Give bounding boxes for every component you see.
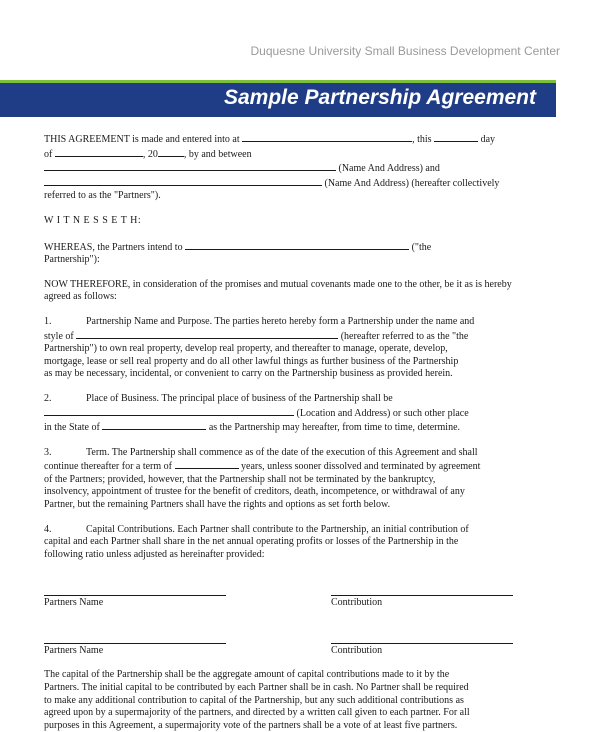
document-title: Sample Partnership Agreement xyxy=(224,86,536,109)
year-blank xyxy=(158,147,184,157)
section-3-line-3: of the Partners; provided, however, that the Partnership shall not be terminated by the bankruptcy, xyxy=(44,473,436,485)
section-1-line-2: style of (hereafter referred to as the "the xyxy=(44,330,469,342)
contribution-row-1 xyxy=(44,595,534,609)
section-3-line-1: 3. Term. The Partnership shall commence as of the date of the execution of this Agreement and shall xyxy=(44,446,478,458)
section-3-line-2: continue thereafter for a term of years, unless sooner dissolved and terminated by agreement xyxy=(44,461,481,473)
section-3-line-4: insolvency, appointment of trustee for the benefit of creditors, death, incompetence, or withdrawal of any xyxy=(44,486,465,498)
contribution-line-1 xyxy=(331,595,513,596)
section-4-line-3: following ratio unless adjusted as hereinafter provided: xyxy=(44,548,265,560)
place-blank xyxy=(242,132,412,142)
partner-name-line-1 xyxy=(44,595,226,596)
section-2-line-1: 2. Place of Business. The principal place of business of the Partnership shall be xyxy=(44,392,393,404)
section-1-line-3: Partnership") to own real property, develop real property, and thereafter to manage, operate, develop, xyxy=(44,343,448,355)
intent-blank xyxy=(185,240,409,250)
intro-line-1: THIS AGREEMENT is made and entered into at , this day xyxy=(44,134,496,145)
state-blank xyxy=(102,420,206,430)
partners-name-label-1: Partners Name xyxy=(44,597,104,609)
capital-line-5: purposes in this Agreement, a supermajority vote of the partners shall be a vote of at least five partners. xyxy=(44,719,458,731)
intro-line-2: of , 20 , by and between xyxy=(44,148,252,160)
partner-name-line-2 xyxy=(44,643,226,644)
whereas-line-1: WHEREAS, the Partners intend to ("the xyxy=(44,241,432,253)
agreement-body xyxy=(44,132,534,732)
title-banner xyxy=(0,80,556,117)
capital-line-1: The capital of the Partnership shall be the aggregate amount of capital contributions made to it by the xyxy=(44,669,450,681)
partnership-name-blank xyxy=(76,329,338,339)
witnesseth-heading: W I T N E S S E T H: xyxy=(44,214,142,226)
partners-name-label-2: Partners Name xyxy=(44,645,104,657)
organization-name: Duquesne University Small Business Development Center xyxy=(250,44,560,58)
now-therefore-paragraph: NOW THEREFORE, in consideration of the promises and mutual covenants made one to the other, be it as is hereby agreed as follows: xyxy=(44,278,512,303)
day-blank xyxy=(434,132,478,142)
section-4-line-1: 4. Capital Contributions. Each Partner shall contribute to the Partnership, an initial contribution of xyxy=(44,523,469,535)
section-1-line-1: 1. Partnership Name and Purpose. The parties hereto hereby form a Partnership under the name and xyxy=(44,315,475,327)
partner-1-blank xyxy=(44,161,336,171)
intro-line-3: (Name And Address) and xyxy=(44,161,534,176)
partner-2-blank xyxy=(44,176,322,186)
section-2-line-2: (Location and Address) or such other place xyxy=(44,406,534,421)
capital-line-3: to make any additional contribution to capital of the Partnership, but any such additional contributions as xyxy=(44,694,464,706)
contribution-label-1: Contribution xyxy=(331,597,383,609)
term-blank xyxy=(175,459,239,469)
section-1-line-5: as may be necessary, incidental, or convenient to carry on the Partnership business as provided herein. xyxy=(44,368,453,380)
section-4-line-2: capital and each Partner shall share in the net annual operating profits or losses of the Partnership in the xyxy=(44,536,459,548)
section-1-line-4: mortgage, lease or sell real property and do all other lawful things as further business of the Partnership xyxy=(44,355,459,367)
whereas-line-2: Partnership"): xyxy=(44,254,100,266)
contribution-label-2: Contribution xyxy=(331,645,383,657)
intro-line-4: (Name And Address) (hereafter collectively xyxy=(44,176,534,191)
section-2-line-3: in the State of as the Partnership may hereafter, from time to time, determine. xyxy=(44,422,461,434)
month-blank xyxy=(55,147,143,157)
section-3-line-5: Partner, but the remaining Partners shall have the rights and options as set forth below. xyxy=(44,499,391,511)
location-blank xyxy=(44,406,294,416)
contribution-line-2 xyxy=(331,643,513,644)
capital-line-2: Partners. The initial capital to be contributed by each Partner shall be in cash. No Partner shall be required xyxy=(44,682,469,694)
contribution-row-2 xyxy=(44,643,534,657)
intro-line-5: referred to as the "Partners"). xyxy=(44,190,161,202)
capital-line-4: agreed upon by a supermajority of the partners, and directed by a written call given to each partner. For all xyxy=(44,707,470,719)
